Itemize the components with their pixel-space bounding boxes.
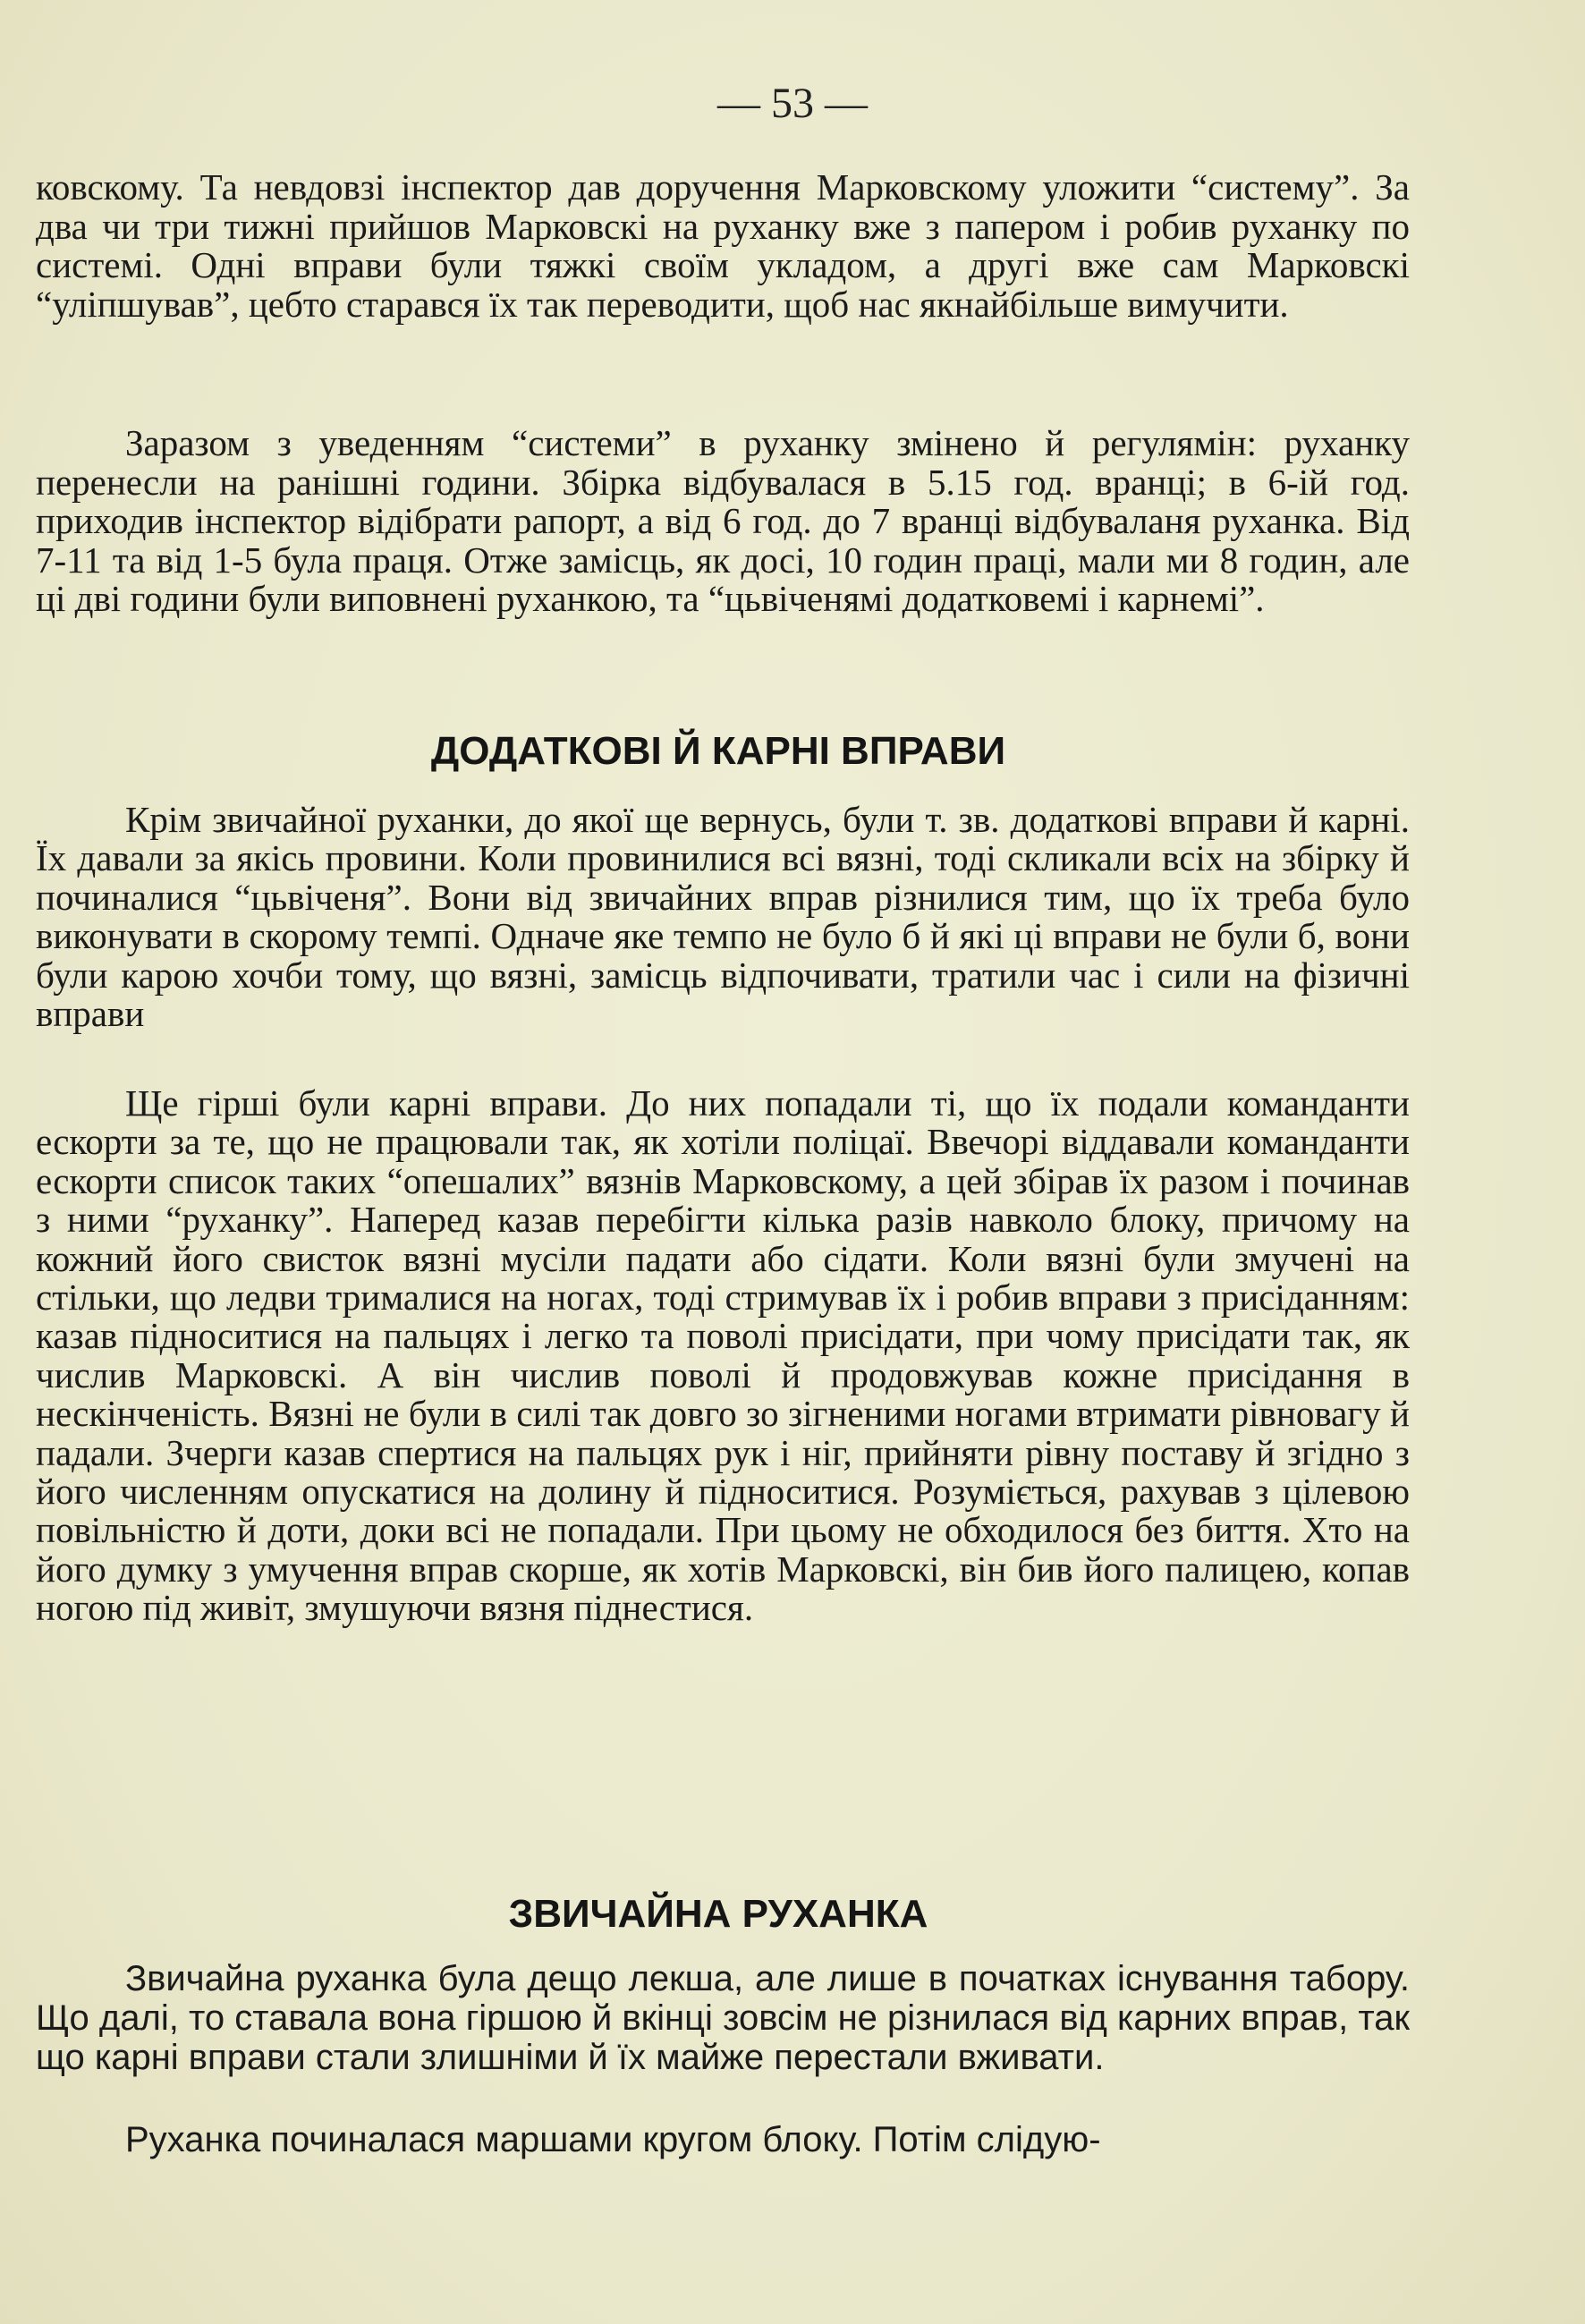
section-heading-additional-punitive-exercises: ДОДАТКОВІ Й КАРНІ ВПРАВИ <box>430 729 1006 773</box>
paragraph-3: Крім звичайної руханки, до якої ще вернусь, були т. зв. додаткові вправи й карні. Їх давали за якісь провини. Коли провинилися всі вязні, тоді скликали всіх на збірку й починалися “цьвіченя”. Вони від звичайних вправ різнилися тим, що їх треба було виконувати в скорому темпі. Одначе яке темпо не було б й які ці вправи не були б, вони були карою хочби тому, що вязні, замісць відпочивати, тратили час і сили на фізичні вправи <box>36 799 1410 1035</box>
paragraph-2: Заразом з уведенням “системи” в руханку змінено й регулямін: руханку перенесли на ранішні години. Збірка відбувалася в 5.15 год. вранці; в 6-ій год. приходив інспектор відібрати рапорт, а від 6 год. до 7 вранці відбуваланя руханка. Від 7-11 та від 1-5 була праця. Отже замісць, як досі, 10 годин праці, мали ми 8 годин, але ці дві години були виповнені руханкою, та “цьвіченямі додатковемі і карнемі”. <box>36 422 1410 620</box>
paragraph-4: Ще гірші були карні вправи. До них попадали ті, що їх подали команданти ескорти за те, що не працювали так, як хотіли поліцаї. Ввечорі віддавали команданти ескорти список таких “опешалих” вязнів Марковскому, а цей збірав їх разом і починав з ними “руханку”. Наперед казав перебігти кілька разів навколо блоку, причому на кожний його свисток вязні мусіли падати або сідати. Коли вязні були змучені на стільки, що ледви трималися на ногах, тоді стримував їх і робив вправи з присіданням: казав підноситися на пальцях і легко та поволі присідати, при чому присідати так, як числив Марковскі. А він числив поволі й продовжував кожне присідання в нескінченість. Вязні не були в силі так довго зо зігненими ногами втримати рівновагу й падали. Зчерги казав спертися на пальцях рук і ніг, прийняти рівну поставу й згідно з його численням опускатися на долину й підноситися. Розуміється, рахував з цілевою повільністю й доти, доки всі не попадали. При цьому не обходилося без биття. Хто на його думку з умучення вправ скорше, як хотів Марковскі, він бив його палицею, копав ногою під живіт, змушуючи вязня піднестися. <box>36 1082 1410 1629</box>
section-heading-ordinary-gymnastics: ЗВИЧАЙНА РУХАНКА <box>508 1892 928 1936</box>
paragraph-1: ковскому. Та невдовзі інспектор дав доручення Марковскому уложити “систему”. За два чи три тижні прийшов Марковскі на руханку вже з папером і робив руханку по системі. Одні вправи були тяжкі своїм укладом, а другі вже сам Марковскі “уліпшував”, цебто старався їх так переводити, щоб нас якнайбільше вимучити. <box>36 166 1410 325</box>
page-number: — 53 — <box>717 80 868 127</box>
paragraph-6: Руханка починалася маршами кругом блоку. Потім слідую- <box>125 2120 1101 2159</box>
paragraph-5: Звичайна руханка була дещо лекша, але лише в початках існування табору. Що далі, то ставала вона гіршою й вкінці зовсім не різнилася від карних вправ, так що карні вправи стали злишніми й їх майже перестали вживати. <box>36 1959 1410 2077</box>
